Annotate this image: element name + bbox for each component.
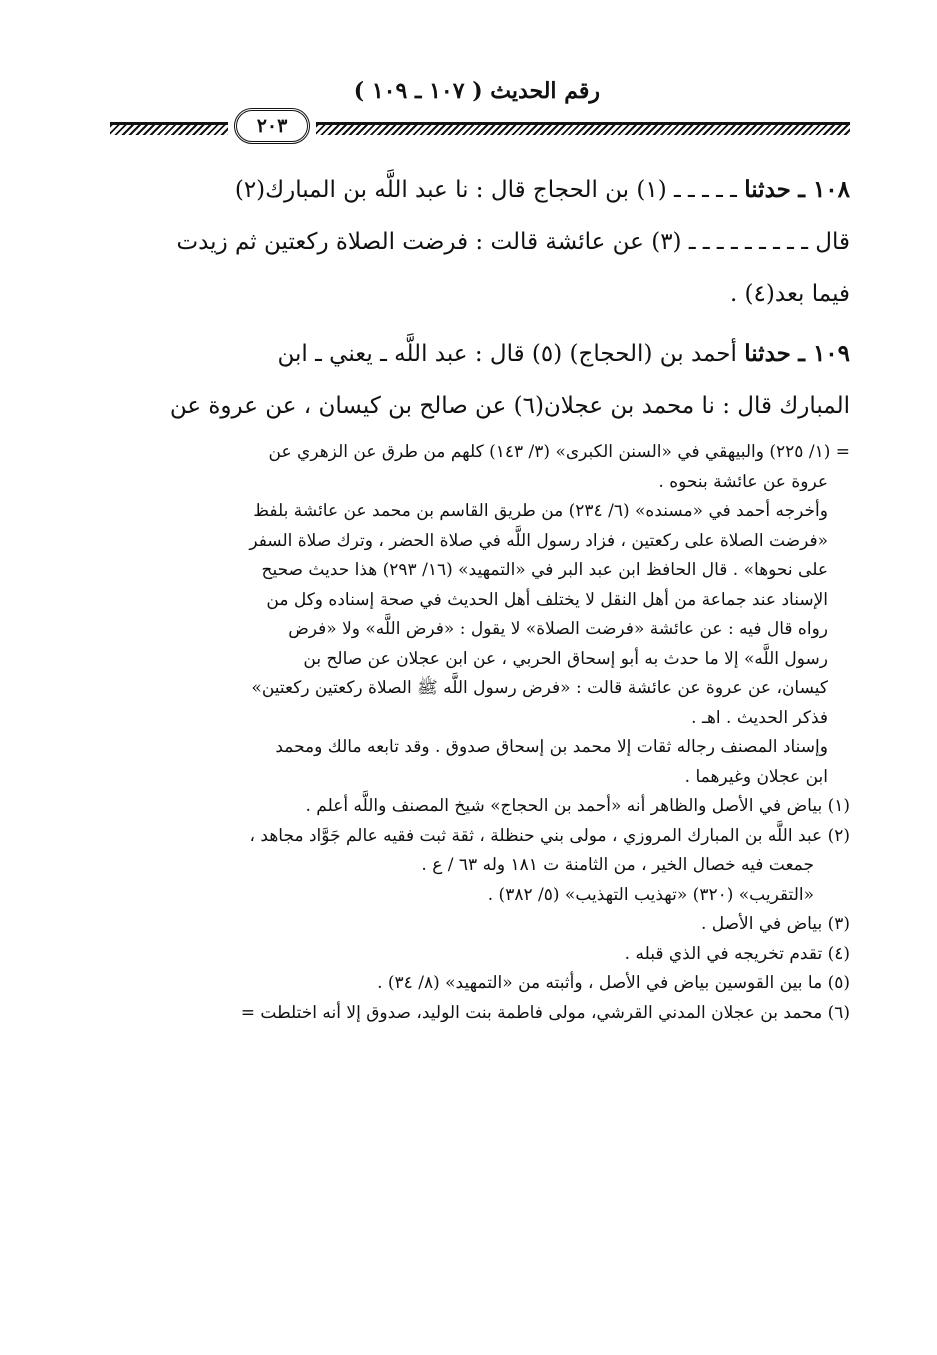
hadith-109-number: ١٠٩ ـ xyxy=(798,340,850,367)
header-rule-left xyxy=(110,122,228,135)
hadith-108-line-3: فيما بعد(٤) . xyxy=(729,281,850,307)
footnote-6: (٦) محمد بن عجلان المدني القرشي، مولى فاطمة بنت الوليد، صدوق إلا أنه اختلطت = xyxy=(240,1002,850,1023)
footnote-4: (٤) تقدم تخريجه في الذي قبله . xyxy=(624,943,850,964)
page-header xyxy=(110,78,850,148)
footnote-line: ابن عجلان وغيرهما . xyxy=(684,766,828,787)
page-number-badge: ٢٠٣ xyxy=(234,108,310,144)
hadith-108-lead: حدثنا xyxy=(744,176,791,203)
footnote-line: = (١/ ٢٢٥) والبيهقي في «السنن الكبرى» (٣/ ١٤٣) كلهم من طرق عن الزهري عن xyxy=(268,442,850,462)
footnote-line: رسول اللَّه» إلا ما حدث به أبو إسحاق الحربي ، عن ابن عجلان عن صالح بن xyxy=(303,648,828,669)
hadith-109-line-2: المبارك قال : نا محمد بن عجلان(٦) عن صالح بن كيسان ، عن عروة عن xyxy=(169,393,850,419)
main-text xyxy=(110,164,850,432)
header-rule-right xyxy=(316,122,850,135)
footnote-line: كيسان، عن عروة عن عائشة قالت : «فرض رسول اللَّه ﷺ الصلاة ركعتين ركعتين» xyxy=(251,678,828,698)
footnote-5: (٥) ما بين القوسين بياض في الأصل ، وأثبته من «التمهيد» (٨/ ٣٤) . xyxy=(377,973,850,993)
footnote-1: (١) بياض في الأصل والظاهر أنه «أحمد بن الحجاج» شيخ المصنف واللَّه أعلم . xyxy=(305,796,850,816)
hadith-109-text-1: أحمد بن (الحجاج) (٥) قال : عبد اللَّه ـ يعني ـ ابن xyxy=(277,341,745,367)
footnote-2-source: «التقريب» (٣٢٠) «تهذيب التهذيب» (٥/ ٣٨٢) . xyxy=(487,884,814,905)
footnote-2-cont: جمعت فيه خصال الخير ، من الثامنة ت ١٨١ وله ٦٣ / ع . xyxy=(421,855,814,875)
footnote-line: وأخرجه أحمد في «مسنده» (٦/ ٢٣٤) من طريق القاسم بن محمد عن عائشة بلفظ xyxy=(253,501,828,521)
running-title: رقم الحديث ( ١٠٧ ـ ١٠٩ ) xyxy=(353,78,600,104)
hadith-108-number: ١٠٨ ـ xyxy=(798,176,850,203)
footnote-line: رواه قال فيه : عن عائشة «فرضت الصلاة» لا يقول : «فرض اللَّه» ولا «فرض xyxy=(288,619,828,639)
footnote-3: (٣) بياض في الأصل . xyxy=(700,914,850,934)
hadith-108-line-2: قال ـ ـ ـ ـ ـ ـ ـ ـ ـ (٣) عن عائشة قالت : فرضت الصلاة ركعتين ثم زيدت xyxy=(176,229,850,255)
footnote-line: الإسناد عند جماعة من أهل النقل لا يختلف أهل الحديث في صحة إسناده وكل من xyxy=(266,589,828,610)
hadith-108-text-1: ـ ـ ـ ـ ـ (١) بن الحجاج قال : نا عبد اللَّه بن المبارك(٢) xyxy=(234,177,745,203)
footnote-line: عروة عن عائشة بنحوه . xyxy=(658,471,828,492)
footnote-2: (٢) عبد اللَّه بن المبارك المروزي ، مولى بني حنظلة ، ثقة ثبت فقيه عالم جَوَّاد مجاهد ، xyxy=(249,825,850,846)
hadith-108-line-1 xyxy=(110,164,850,216)
footnote-line: وإسناد المصنف رجاله ثقات إلا محمد بن إسحاق صدوق . وقد تابعه مالك ومحمد xyxy=(275,737,828,757)
footnote-line: فذكر الحديث . اهـ . xyxy=(691,707,828,728)
footnote-line: على نحوها» . قال الحافظ ابن عبد البر في «التمهيد» (١٦/ ٢٩٣) هذا حديث صحيح xyxy=(261,560,828,580)
footnotes xyxy=(110,438,850,1028)
hadith-109-lead: حدثنا xyxy=(744,340,791,367)
footnote-line: «فرضت الصلاة على ركعتين ، فزاد رسول اللَّه في صلاة الحضر ، وترك صلاة السفر xyxy=(249,530,828,551)
hadith-109-line-1 xyxy=(110,328,850,380)
